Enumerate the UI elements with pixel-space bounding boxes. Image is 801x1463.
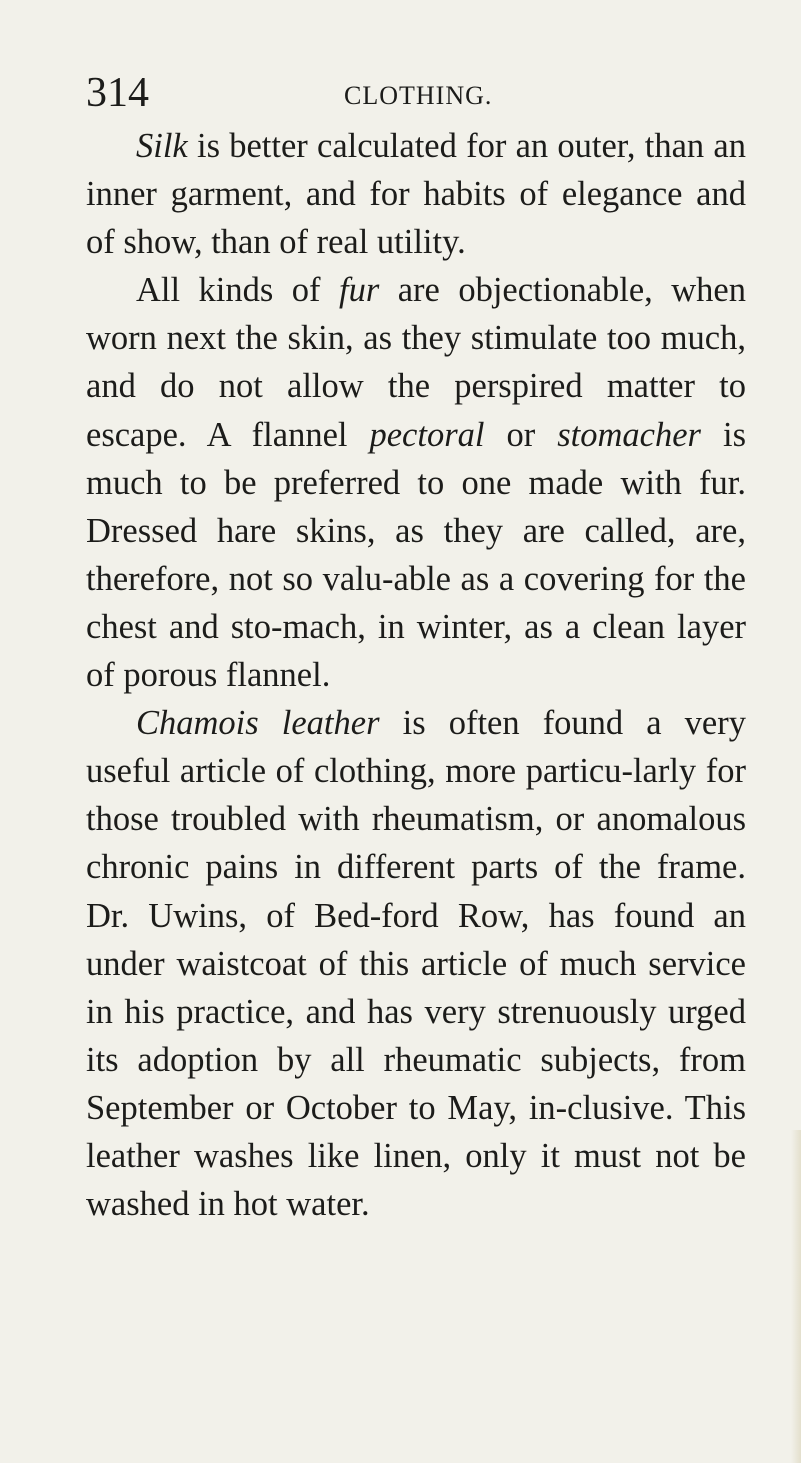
paragraph-chamois-leather [86, 699, 746, 1228]
paragraph-silk [86, 122, 746, 266]
page-header [86, 68, 726, 118]
text-run: is better calculated for an outer, than an inner garment, and for habits of elegance and of show, than of real utility. [86, 127, 746, 262]
italic-term: pectoral [369, 415, 485, 454]
text-run: are objectionable, when worn next the skin, as they stimulate too much, and do not allow the perspired matter to escape. A flannel [86, 271, 746, 454]
text-run: is often found a very useful article of clothing, more particu-larly for those troubled with rheumatism, or anomalous chronic pains in different parts of the frame. Dr. Uwins, of Bed-ford Row, has found an under waistcoat of this article of much service in his practice, and has very strenuously urged its adoption by all rheumatic subjects, from September or October to May, in-clusive. This leather washes like linen, only it must not be washed in hot water. [86, 704, 746, 1224]
italic-term: Chamois leather [136, 704, 380, 743]
body-text [86, 122, 746, 1228]
page-number: 314 [86, 70, 149, 116]
italic-term: fur [339, 271, 380, 310]
running-head: CLOTHING. [344, 81, 493, 110]
italic-term: stomacher [557, 415, 701, 454]
paragraph-fur [86, 266, 746, 699]
text-run: is much to be preferred to one made with fur. Dressed hare skins, as they are called, are, therefore, not so valu-able as a covering for the chest and sto-mach, in winter, as a clean layer of porous flannel. [86, 415, 746, 695]
italic-term: Silk [136, 127, 188, 165]
text-run: or [484, 415, 558, 454]
text-run: All kinds of [136, 271, 339, 310]
page-edge-shadow [791, 1130, 801, 1463]
